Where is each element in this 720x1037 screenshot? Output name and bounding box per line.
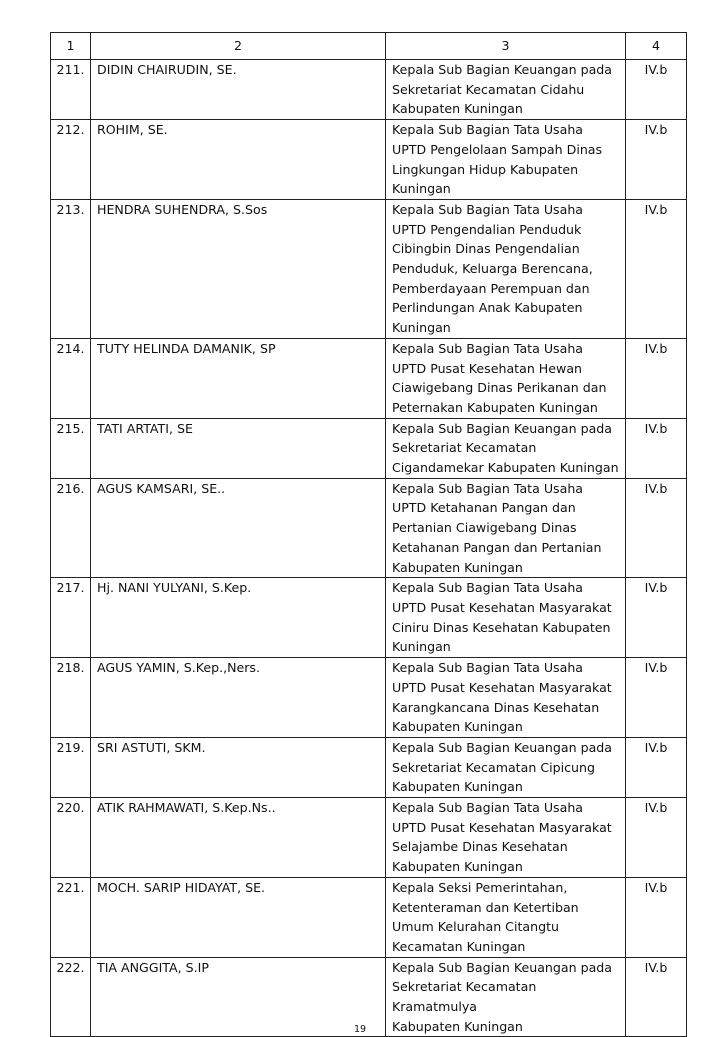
position-title bbox=[386, 658, 626, 738]
rank-grade: IV.b bbox=[626, 338, 687, 418]
position-line: Kepala Sub Bagian Keuangan pada bbox=[392, 62, 613, 77]
header-col-number: 1 bbox=[51, 33, 91, 60]
position-line: Kepala Sub Bagian Keuangan pada bbox=[392, 959, 613, 975]
table-header-row bbox=[51, 33, 687, 60]
row-number: 216. bbox=[51, 478, 91, 578]
row-number: 217. bbox=[51, 578, 91, 658]
rank-grade: IV.b bbox=[626, 877, 687, 957]
position-title bbox=[386, 199, 626, 338]
row-number: 214. bbox=[51, 338, 91, 418]
rank-grade: IV.b bbox=[626, 798, 687, 878]
position-line: Kepala Seksi Pemerintahan, bbox=[392, 879, 568, 895]
employee-name: DIDIN CHAIRUDIN, SE. bbox=[91, 60, 386, 120]
row-number: 218. bbox=[51, 658, 91, 738]
employee-name: AGUS YAMIN, S.Kep.,Ners. bbox=[91, 658, 386, 738]
position-line: Umum Kelurahan Citangtu bbox=[392, 919, 560, 935]
position-line: UPTD Pengelolaan Sampah Dinas bbox=[392, 141, 603, 157]
position-line: UPTD Pusat Kesehatan Masyarakat bbox=[392, 599, 612, 615]
position-title bbox=[386, 120, 626, 200]
personnel-table bbox=[50, 32, 687, 1037]
position-title bbox=[386, 418, 626, 478]
employee-name: SRI ASTUTI, SKM. bbox=[91, 737, 386, 797]
header-col-position: 3 bbox=[386, 33, 626, 60]
row-number: 213. bbox=[51, 199, 91, 338]
position-line: Kepala Sub Bagian Tata Usaha bbox=[392, 480, 584, 496]
position-line: Penduduk, Keluarga Berencana, bbox=[392, 261, 593, 277]
employee-name: ROHIM, SE. bbox=[91, 120, 386, 200]
position-line: Kepala Sub Bagian Tata Usaha bbox=[392, 580, 584, 596]
table-row bbox=[51, 120, 687, 200]
position-line: UPTD Pusat Kesehatan Masyarakat bbox=[392, 679, 612, 695]
row-number: 215. bbox=[51, 418, 91, 478]
rank-grade: IV.b bbox=[626, 658, 687, 738]
position-line: Kepala Sub Bagian Tata Usaha bbox=[392, 660, 584, 676]
position-line: UPTD Pusat Kesehatan Hewan bbox=[392, 360, 583, 376]
position-line: Kepala Sub Bagian Tata Usaha bbox=[392, 201, 584, 217]
position-line: Kabupaten Kuningan bbox=[392, 1018, 523, 1034]
position-title bbox=[386, 578, 626, 658]
position-line: Perlindungan Anak Kabupaten bbox=[392, 300, 583, 316]
header-col-name: 2 bbox=[91, 33, 386, 60]
position-line: Sekretariat Kecamatan Cipicung bbox=[392, 759, 595, 775]
position-line: Kepala Sub Bagian Tata Usaha bbox=[392, 800, 584, 816]
position-line: Cibingbin Dinas Pengendalian bbox=[392, 241, 580, 257]
rank-grade: IV.b bbox=[626, 957, 687, 1037]
table-body bbox=[51, 60, 687, 1037]
position-line: Kepala Sub Bagian Tata Usaha bbox=[392, 122, 584, 138]
position-title bbox=[386, 737, 626, 797]
rank-grade: IV.b bbox=[626, 60, 687, 120]
position-line: Karangkancana Dinas Kesehatan bbox=[392, 699, 600, 715]
position-line: Kepala Sub Bagian Keuangan pada bbox=[392, 739, 613, 755]
position-line: Peternakan Kabupaten Kuningan bbox=[392, 399, 598, 415]
rank-grade: IV.b bbox=[626, 478, 687, 578]
table-row bbox=[51, 658, 687, 738]
employee-name: Hj. NANI YULYANI, S.Kep. bbox=[91, 578, 386, 658]
position-line: Sekretariat Kecamatan Kramatmulya bbox=[392, 979, 537, 1015]
position-line: Kecamatan Kuningan bbox=[392, 938, 526, 954]
position-line: Kabupaten Kuningan bbox=[392, 779, 523, 795]
position-line: Ciniru Dinas Kesehatan Kabupaten bbox=[392, 619, 611, 635]
table-row bbox=[51, 199, 687, 338]
position-title bbox=[386, 798, 626, 878]
table-row bbox=[51, 578, 687, 658]
position-line: Kepala Sub Bagian Keuangan pada bbox=[392, 420, 613, 436]
table-row bbox=[51, 338, 687, 418]
position-line: Lingkungan Hidup Kabupaten bbox=[392, 161, 579, 177]
position-line: Kabupaten Kuningan bbox=[392, 101, 523, 117]
row-number: 212. bbox=[51, 120, 91, 200]
row-number: 221. bbox=[51, 877, 91, 957]
position-line: Kuningan bbox=[392, 639, 451, 655]
position-line: Kabupaten Kuningan bbox=[392, 859, 523, 875]
position-title bbox=[386, 478, 626, 578]
employee-name: ATIK RAHMAWATI, S.Kep.Ns.. bbox=[91, 798, 386, 878]
header-col-grade: 4 bbox=[626, 33, 687, 60]
rank-grade: IV.b bbox=[626, 199, 687, 338]
employee-name: AGUS KAMSARI, SE.. bbox=[91, 478, 386, 578]
position-line: Pertanian Ciawigebang Dinas bbox=[392, 520, 577, 536]
table-row bbox=[51, 60, 687, 120]
position-line: Ciawigebang Dinas Perikanan dan bbox=[392, 380, 607, 396]
table-row bbox=[51, 877, 687, 957]
position-line: UPTD Ketahanan Pangan dan bbox=[392, 500, 576, 516]
table-row bbox=[51, 798, 687, 878]
position-line: Kepala Sub Bagian Tata Usaha bbox=[392, 340, 584, 356]
table-row bbox=[51, 478, 687, 578]
employee-name: TUTY HELINDA DAMANIK, SP bbox=[91, 338, 386, 418]
employee-name: HENDRA SUHENDRA, S.Sos bbox=[91, 199, 386, 338]
position-line: Cigandamekar Kabupaten Kuningan bbox=[392, 460, 619, 476]
position-line: Sekretariat Kecamatan bbox=[392, 440, 537, 456]
employee-name: TIA ANGGITA, S.IP bbox=[91, 957, 386, 1037]
position-title bbox=[386, 60, 626, 120]
row-number: 211. bbox=[51, 60, 91, 120]
rank-grade: IV.b bbox=[626, 418, 687, 478]
table-row bbox=[51, 418, 687, 478]
position-title bbox=[386, 877, 626, 957]
position-line: Pemberdayaan Perempuan dan bbox=[392, 280, 590, 296]
position-line: Ketenteraman dan Ketertiban bbox=[392, 899, 579, 915]
table-row bbox=[51, 737, 687, 797]
position-line: Ketahanan Pangan dan Pertanian bbox=[392, 539, 602, 555]
rank-grade: IV.b bbox=[626, 578, 687, 658]
employee-name: MOCH. SARIP HIDAYAT, SE. bbox=[91, 877, 386, 957]
row-number: 220. bbox=[51, 798, 91, 878]
rank-grade: IV.b bbox=[626, 120, 687, 200]
row-number: 219. bbox=[51, 737, 91, 797]
position-line: Kuningan bbox=[392, 320, 451, 336]
position-line: Kabupaten Kuningan bbox=[392, 559, 523, 575]
position-line: Kabupaten Kuningan bbox=[392, 719, 523, 735]
position-line: Kuningan bbox=[392, 181, 451, 197]
position-line: Selajambe Dinas Kesehatan bbox=[392, 839, 568, 855]
row-number: 222. bbox=[51, 957, 91, 1037]
position-line: UPTD Pusat Kesehatan Masyarakat bbox=[392, 819, 612, 835]
rank-grade: IV.b bbox=[626, 737, 687, 797]
employee-name: TATI ARTATI, SE bbox=[91, 418, 386, 478]
position-line: UPTD Pengendalian Penduduk bbox=[392, 221, 582, 237]
position-line: Sekretariat Kecamatan Cidahu bbox=[392, 81, 585, 97]
page-number: 19 bbox=[353, 1024, 367, 1035]
position-title bbox=[386, 338, 626, 418]
